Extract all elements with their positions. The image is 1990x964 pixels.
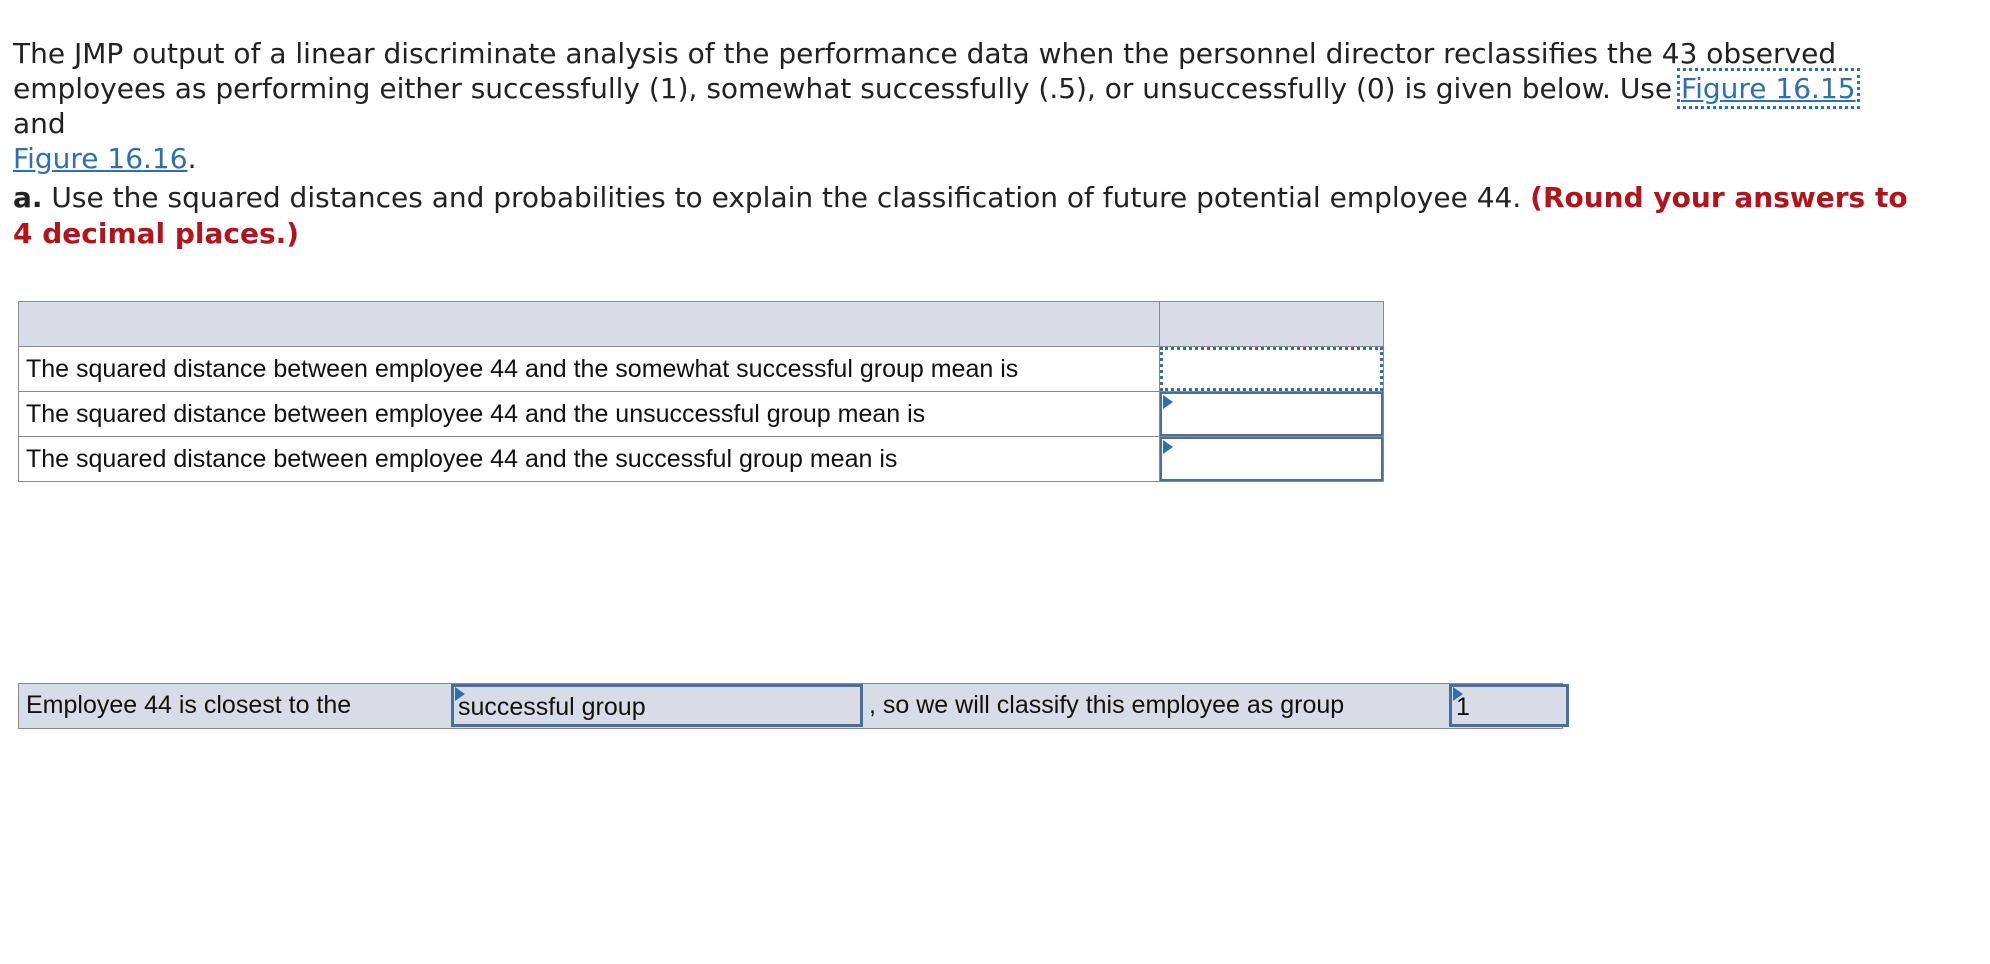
classification-sentence bbox=[18, 683, 1563, 729]
question-a bbox=[13, 180, 1913, 252]
row-label-unsuccessful: The squared distance between employee 44 and the unsuccessful group mean is bbox=[19, 392, 1160, 437]
intro-text: The JMP output of a linear discriminate analysis of the performance data when the personnel director reclassifies the 43 observed employees as performing either successfully (1), somewhat successfully (.5), or unsuccessfully (0) is given below. Use bbox=[13, 37, 1837, 105]
class-dropdown-value: 1 bbox=[1456, 693, 1470, 721]
figure-16-15-link[interactable]: Figure 16.15 bbox=[1681, 72, 1856, 105]
intro-text-mid: and bbox=[13, 107, 66, 140]
flag-icon bbox=[1163, 440, 1173, 454]
sentence-prefix: Employee 44 is closest to the bbox=[26, 691, 352, 719]
table-row bbox=[19, 347, 1384, 392]
answer-cell-successful bbox=[1160, 437, 1384, 482]
group-dropdown-value: successful group bbox=[458, 693, 646, 721]
intro-text-end: . bbox=[187, 142, 197, 175]
sentence-middle: , so we will classify this employee as group bbox=[869, 691, 1345, 719]
squared-distance-table bbox=[18, 301, 1384, 482]
question-label: a. bbox=[13, 181, 43, 214]
header-cell-label bbox=[19, 302, 1160, 347]
row-label-successful: The squared distance between employee 44 and the successful group mean is bbox=[19, 437, 1160, 482]
question-text: Use the squared distances and probabilities to explain the classification of future potential employee 44. bbox=[42, 181, 1531, 214]
rounding-hint: (Round your answers to 4 decimal places.) bbox=[13, 181, 1908, 250]
group-dropdown[interactable] bbox=[451, 684, 863, 727]
figure-16-16-link[interactable]: Figure 16.16 bbox=[13, 142, 188, 175]
flag-icon bbox=[1163, 395, 1173, 409]
answer-input-somewhat-successful[interactable] bbox=[1160, 347, 1383, 391]
flag-icon bbox=[1453, 687, 1463, 701]
answer-input-successful[interactable] bbox=[1160, 437, 1383, 481]
problem-intro bbox=[13, 36, 1913, 176]
table-row bbox=[19, 392, 1384, 437]
row-label-somewhat-successful: The squared distance between employee 44 and the somewhat successful group mean is bbox=[19, 347, 1160, 392]
class-dropdown[interactable] bbox=[1449, 684, 1569, 727]
answer-cell-somewhat-successful bbox=[1160, 347, 1384, 392]
flag-icon bbox=[455, 687, 465, 701]
header-cell-value bbox=[1160, 302, 1384, 347]
table-header-row bbox=[19, 302, 1384, 347]
answer-input-unsuccessful[interactable] bbox=[1160, 392, 1383, 436]
answer-cell-unsuccessful bbox=[1160, 392, 1384, 437]
table-row bbox=[19, 437, 1384, 482]
